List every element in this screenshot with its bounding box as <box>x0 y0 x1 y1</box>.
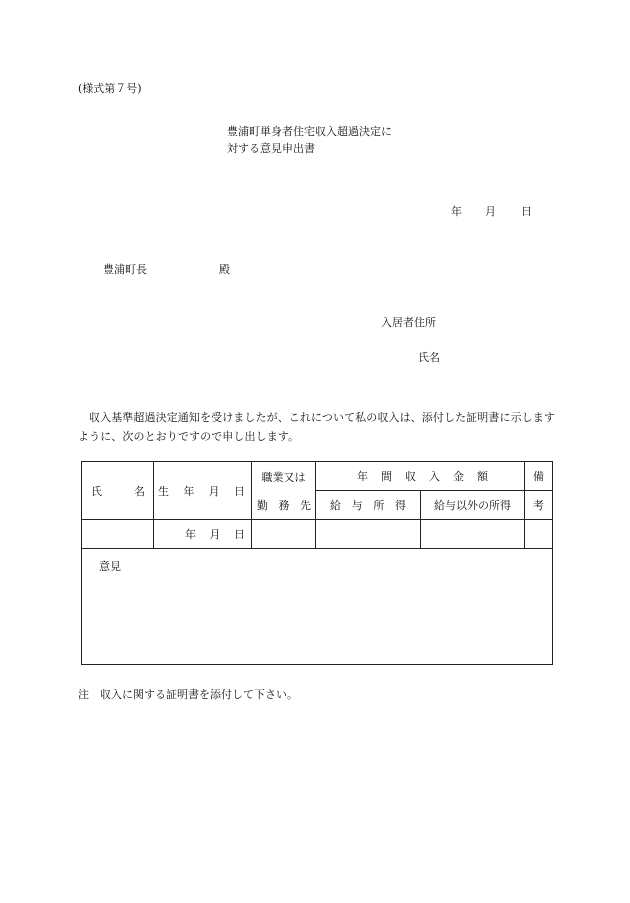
title-line-2: 対する意見申出書 <box>227 142 315 155</box>
cell-other-income[interactable] <box>421 520 525 549</box>
header-name: 氏 名 <box>82 462 154 520</box>
cell-name[interactable] <box>82 520 154 549</box>
date-month-label: 月 <box>485 205 496 218</box>
cell-birthdate[interactable]: 年 月 日 <box>154 520 252 549</box>
date-day-label: 日 <box>521 205 532 218</box>
opinion-label: 意見 <box>99 560 121 573</box>
header-birthdate: 生 年 月 日 <box>154 462 252 520</box>
cell-occupation[interactable] <box>252 520 316 549</box>
body-text: 収入基準超過決定通知を受けましたが、これについて私の収入は、添付した証明書に示しますように、次のとおりですので申し出します。 <box>78 411 555 443</box>
addressee-name: 豊浦町長 <box>103 263 147 276</box>
cell-remarks[interactable] <box>525 520 553 549</box>
header-remarks-bottom: 考 <box>525 491 553 520</box>
cell-salary-income[interactable] <box>316 520 421 549</box>
applicant-address-label: 入居者住所 <box>381 316 436 329</box>
date-year-label: 年 <box>451 205 462 218</box>
footnote: 注 収入に関する証明書を添付して下さい。 <box>78 688 298 701</box>
header-annual-income: 年 間 収 入 金 額 <box>316 462 525 491</box>
header-other-income: 給与以外の所得 <box>421 491 525 520</box>
header-remarks-top: 備 <box>525 462 553 491</box>
addressee-honorific: 殿 <box>219 263 230 276</box>
title-line-1: 豊浦町単身者住宅収入超過決定に <box>227 125 392 138</box>
form-number: (様式第７号) <box>78 82 142 95</box>
header-salary-income: 給 与 所 得 <box>316 491 421 520</box>
income-table <box>81 461 553 665</box>
opinion-cell[interactable] <box>82 549 553 665</box>
header-occupation: 職業又は 勤 務 先 <box>252 462 316 520</box>
body-paragraph <box>78 408 556 446</box>
applicant-name-label: 氏名 <box>418 351 440 364</box>
